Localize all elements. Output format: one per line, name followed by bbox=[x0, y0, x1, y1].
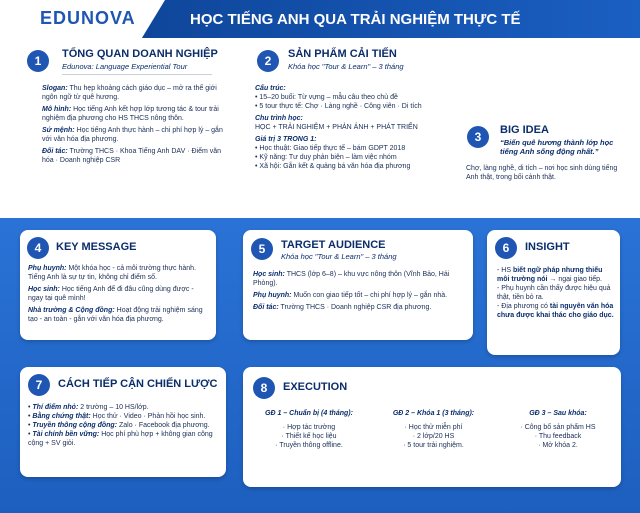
section-7-title: CÁCH TIẾP CẬN CHIẾN LƯỢC bbox=[58, 378, 218, 390]
card-target-audience bbox=[243, 230, 473, 340]
section-4-body: Phụ huynh: Một khóa học - cả môi trường thực hành. Tiếng Anh là sự tự tin, không chỉ điểm số. Học sinh: Học tiếng Anh để đi đâu cũng dùng được - ngay tại quê mình! Nhà trường & Cộng đồng: Hoạt động trải nghiệm sáng tạo - an toàn - gắn với văn hóa địa phương. bbox=[28, 265, 203, 323]
section-2-body: Cấu trúc: • 15–20 buổi: Từ vựng – mẫu câu theo chủ đề • 5 tour thực tế: Chợ · Làng nghề · Công viên · Di tích Chu trình học: HỌC + TRẢI NGHIỆM + PHẢN ÁNH + PHÁT TRIỂN Giá trị 3 TRONG 1: • Học thuật: Giao tiếp thực tế – bám GDPT 2018 • Kỹ năng: Tư duy phản biện – làm việc nhóm • Xã hội: Gắn kết & quảng bá văn hóa địa phương bbox=[255, 85, 422, 170]
section-3-title: BIG IDEA bbox=[500, 124, 549, 136]
section-5-body: Học sinh: THCS (lớp 6–8) – khu vực nông thôn (Vĩnh Bảo, Hải Phòng). Phụ huynh: Muốn con giao tiếp tốt – chi phí hợp lý – gắn nhà. Đối tác: Trường THCS · Doanh nghiệp CSR địa phương. bbox=[253, 271, 450, 311]
phase-2: GĐ 2 – Khóa 1 (3 tháng): · Học thử miễn phí · 2 lớp/20 HS · 5 tour trải nghiệm. bbox=[392, 410, 475, 449]
phase-3: GĐ 3 – Sau khóa: · Công bố sản phẩm HS · Thu feedback · Mở khóa 2. bbox=[520, 410, 596, 449]
section-6-title: INSIGHT bbox=[525, 241, 570, 253]
section-number-2: 2 bbox=[257, 50, 279, 72]
section-number-5: 5 bbox=[251, 238, 273, 260]
section-6-body: - HS biết ngữ pháp nhưng thiếu môi trường nói → ngại giao tiếp. - Phụ huynh cần thấy được hiệu quả thật, tiền bỏ ra. - Địa phương có tài nguyên văn hóa chưa được khai thác cho giáo dục. bbox=[497, 267, 614, 319]
section-5-subtitle: Khóa học "Tour & Learn" – 3 tháng bbox=[281, 252, 397, 261]
section-number-7: 7 bbox=[28, 374, 50, 396]
section-number-1: 1 bbox=[27, 50, 49, 72]
card-insight bbox=[487, 230, 620, 355]
big-idea-body: Chợ, làng nghề, di tích – nơi học sinh dùng tiếng Anh thật, trong bối cảnh thật. bbox=[466, 165, 618, 181]
header-bar bbox=[0, 0, 640, 38]
card-key-message bbox=[20, 230, 216, 340]
card-execution bbox=[243, 367, 621, 487]
section-2-subtitle: Khóa học "Tour & Learn" – 3 tháng bbox=[288, 62, 404, 71]
section-7-body: • Thí điểm nhỏ: 2 trường – 10 HS/lớp. • Bằng chứng thật: Học thử · Video · Phản hồi học sinh. • Truyền thông cộng đồng: Zalo · Facebook địa phương. • Tài chính bền vững: Học phí phù hợp + không gian công cộng + SV giỏi. bbox=[28, 404, 213, 447]
card-strategy bbox=[20, 367, 226, 477]
page-title: HỌC TIẾNG ANH QUA TRẢI NGHIỆM THỰC TẾ bbox=[190, 11, 521, 28]
section-4-title: KEY MESSAGE bbox=[56, 241, 137, 253]
section-5-title: TARGET AUDIENCE bbox=[281, 239, 386, 251]
phase-1: GĐ 1 – Chuẩn bị (4 tháng): · Hợp tác trường · Thiết kế học liệu · Truyền thông offline. bbox=[265, 410, 353, 449]
big-idea-quote: “Biến quê hương thành lớp học tiếng Anh sống động nhất.” bbox=[500, 138, 614, 156]
logo: EDUNOVA bbox=[40, 8, 136, 28]
section-number-6: 6 bbox=[495, 237, 517, 259]
section-number-8: 8 bbox=[253, 377, 275, 399]
section-1-body: Slogan: Thu hẹp khoảng cách giáo dục – mở ra thế giới ngôn ngữ từ quê hương. Mô hình: Học tiếng Anh kết hợp lớp tương tác & tour trải nghiệm địa phương cho HS THCS nông thôn. Sứ mệnh: Học tiếng Anh thực hành – chi phí hợp lý – gắn với văn hóa địa phương. Đối tác: Trường THCS · Khoa Tiếng Anh DAV · Điểm văn hóa · Doanh nghiệp CSR bbox=[42, 85, 223, 164]
section-number-4: 4 bbox=[27, 237, 49, 259]
section-1-subtitle: Edunova: Language Experiential Tour bbox=[62, 62, 188, 71]
divider bbox=[62, 74, 212, 75]
section-1-title: TỔNG QUAN DOANH NGHIỆP bbox=[62, 48, 218, 60]
section-8-title: EXECUTION bbox=[283, 381, 348, 393]
section-number-3: 3 bbox=[467, 126, 489, 148]
section-2-title: SẢN PHẨM CẢI TIẾN bbox=[288, 48, 397, 60]
